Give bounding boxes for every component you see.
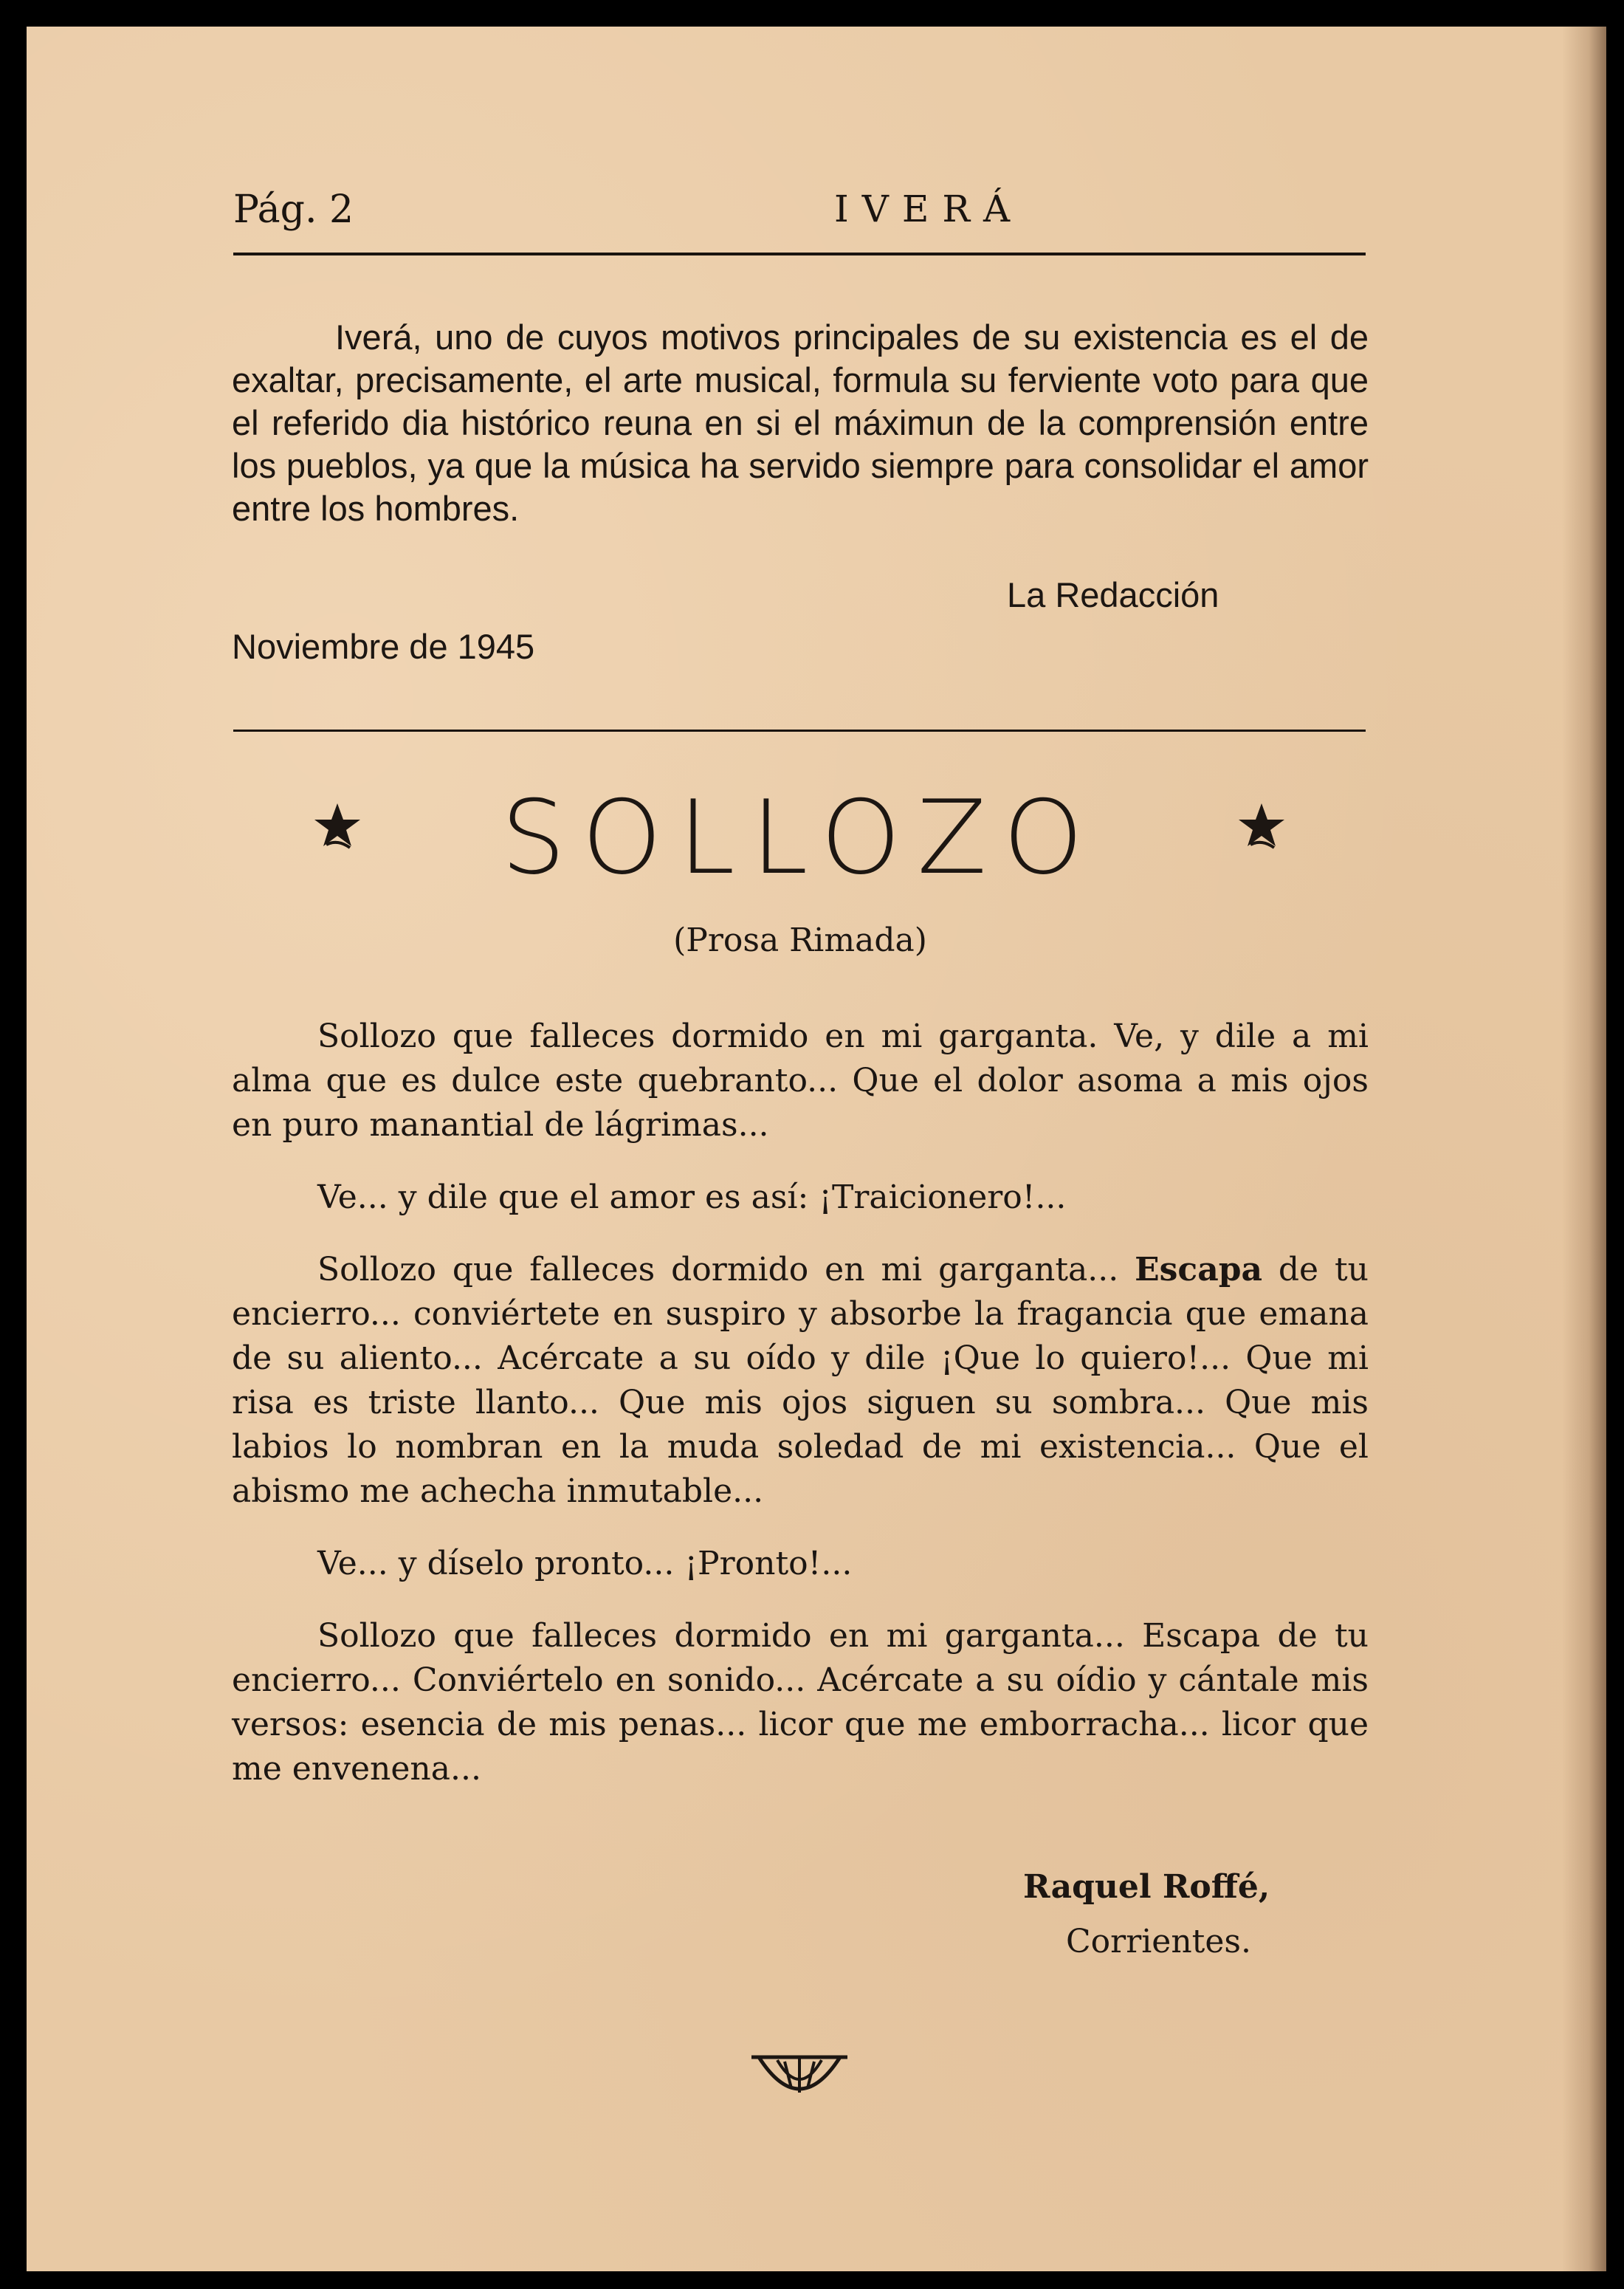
editorial-paragraph: Iverá, uno de cuyos motivos principales de su existencia es el de exaltar, precisamente, el arte musical, formula su ferviente voto para que el referido dia histórico reuna en si el máximun de la comprensión entre los pueblos, ya que la música ha servido siempre para consolidar el amor entre los hombres.: [232, 318, 1369, 528]
poem-paragraph: Ve... y dile que el amor es así: ¡Traicionero!...: [317, 1178, 1067, 1216]
editorial-signature: La Redacción: [1007, 575, 1219, 614]
poem-paragraph: Ve... y díselo pronto... ¡Pronto!...: [317, 1545, 853, 1582]
poem-paragraph-text: de tu encierro... conviértete en suspiro y absorbe la fragancia que emana de su aliento... Acércate a su oído y dile ¡Que lo quiero!... Que mi risa es triste llanto... Que mis ojos siguen su sombra... Que mis labios lo nombran en la muda soledad de mi existencia... Que el abismo me achecha inmutable...: [232, 1251, 1369, 1510]
editorial-date: Noviembre de 1945: [232, 627, 535, 666]
shell-ornament-icon: [744, 2047, 855, 2106]
poem-paragraph-emphasis: Escapa: [1135, 1251, 1262, 1288]
running-header: [207, 165, 1366, 247]
poem-body: [232, 1015, 1369, 1819]
magazine-page: [27, 27, 1606, 2271]
magazine-title: IVERÁ: [834, 188, 1024, 230]
poem-paragraph: [232, 1248, 1369, 1514]
header-rule: [233, 253, 1366, 255]
star-flower-icon: [1236, 800, 1287, 852]
poem-title: SOLLOZO: [500, 778, 1100, 897]
poem-paragraph: Sollozo que falleces dormido en mi garganta... Escapa de tu encierro... Conviértelo en sonido... Acércate a su oídio y cántale mis versos: esencia de mis penas... licor que me emborracha... licor que me envenena...: [232, 1617, 1369, 1788]
section-divider: [233, 730, 1366, 732]
poem-title-bar: [232, 772, 1369, 897]
poem-subtitle: (Prosa Rimada): [673, 922, 927, 959]
poem-place: Corrientes.: [1066, 1923, 1251, 1960]
page-spine-shadow: [1562, 27, 1606, 2271]
page-number: Pág. 2: [233, 188, 354, 232]
poem-author: Raquel Roffé,: [1023, 1868, 1270, 1906]
poem-paragraph-text: Sollozo que falleces dormido en mi garganta...: [317, 1251, 1135, 1288]
poem-paragraph: Sollozo que falleces dormido en mi garganta. Ve, y dile a mi alma que es dulce este quebranto... Que el dolor asoma a mis ojos en puro manantial de lágrimas...: [232, 1017, 1369, 1144]
